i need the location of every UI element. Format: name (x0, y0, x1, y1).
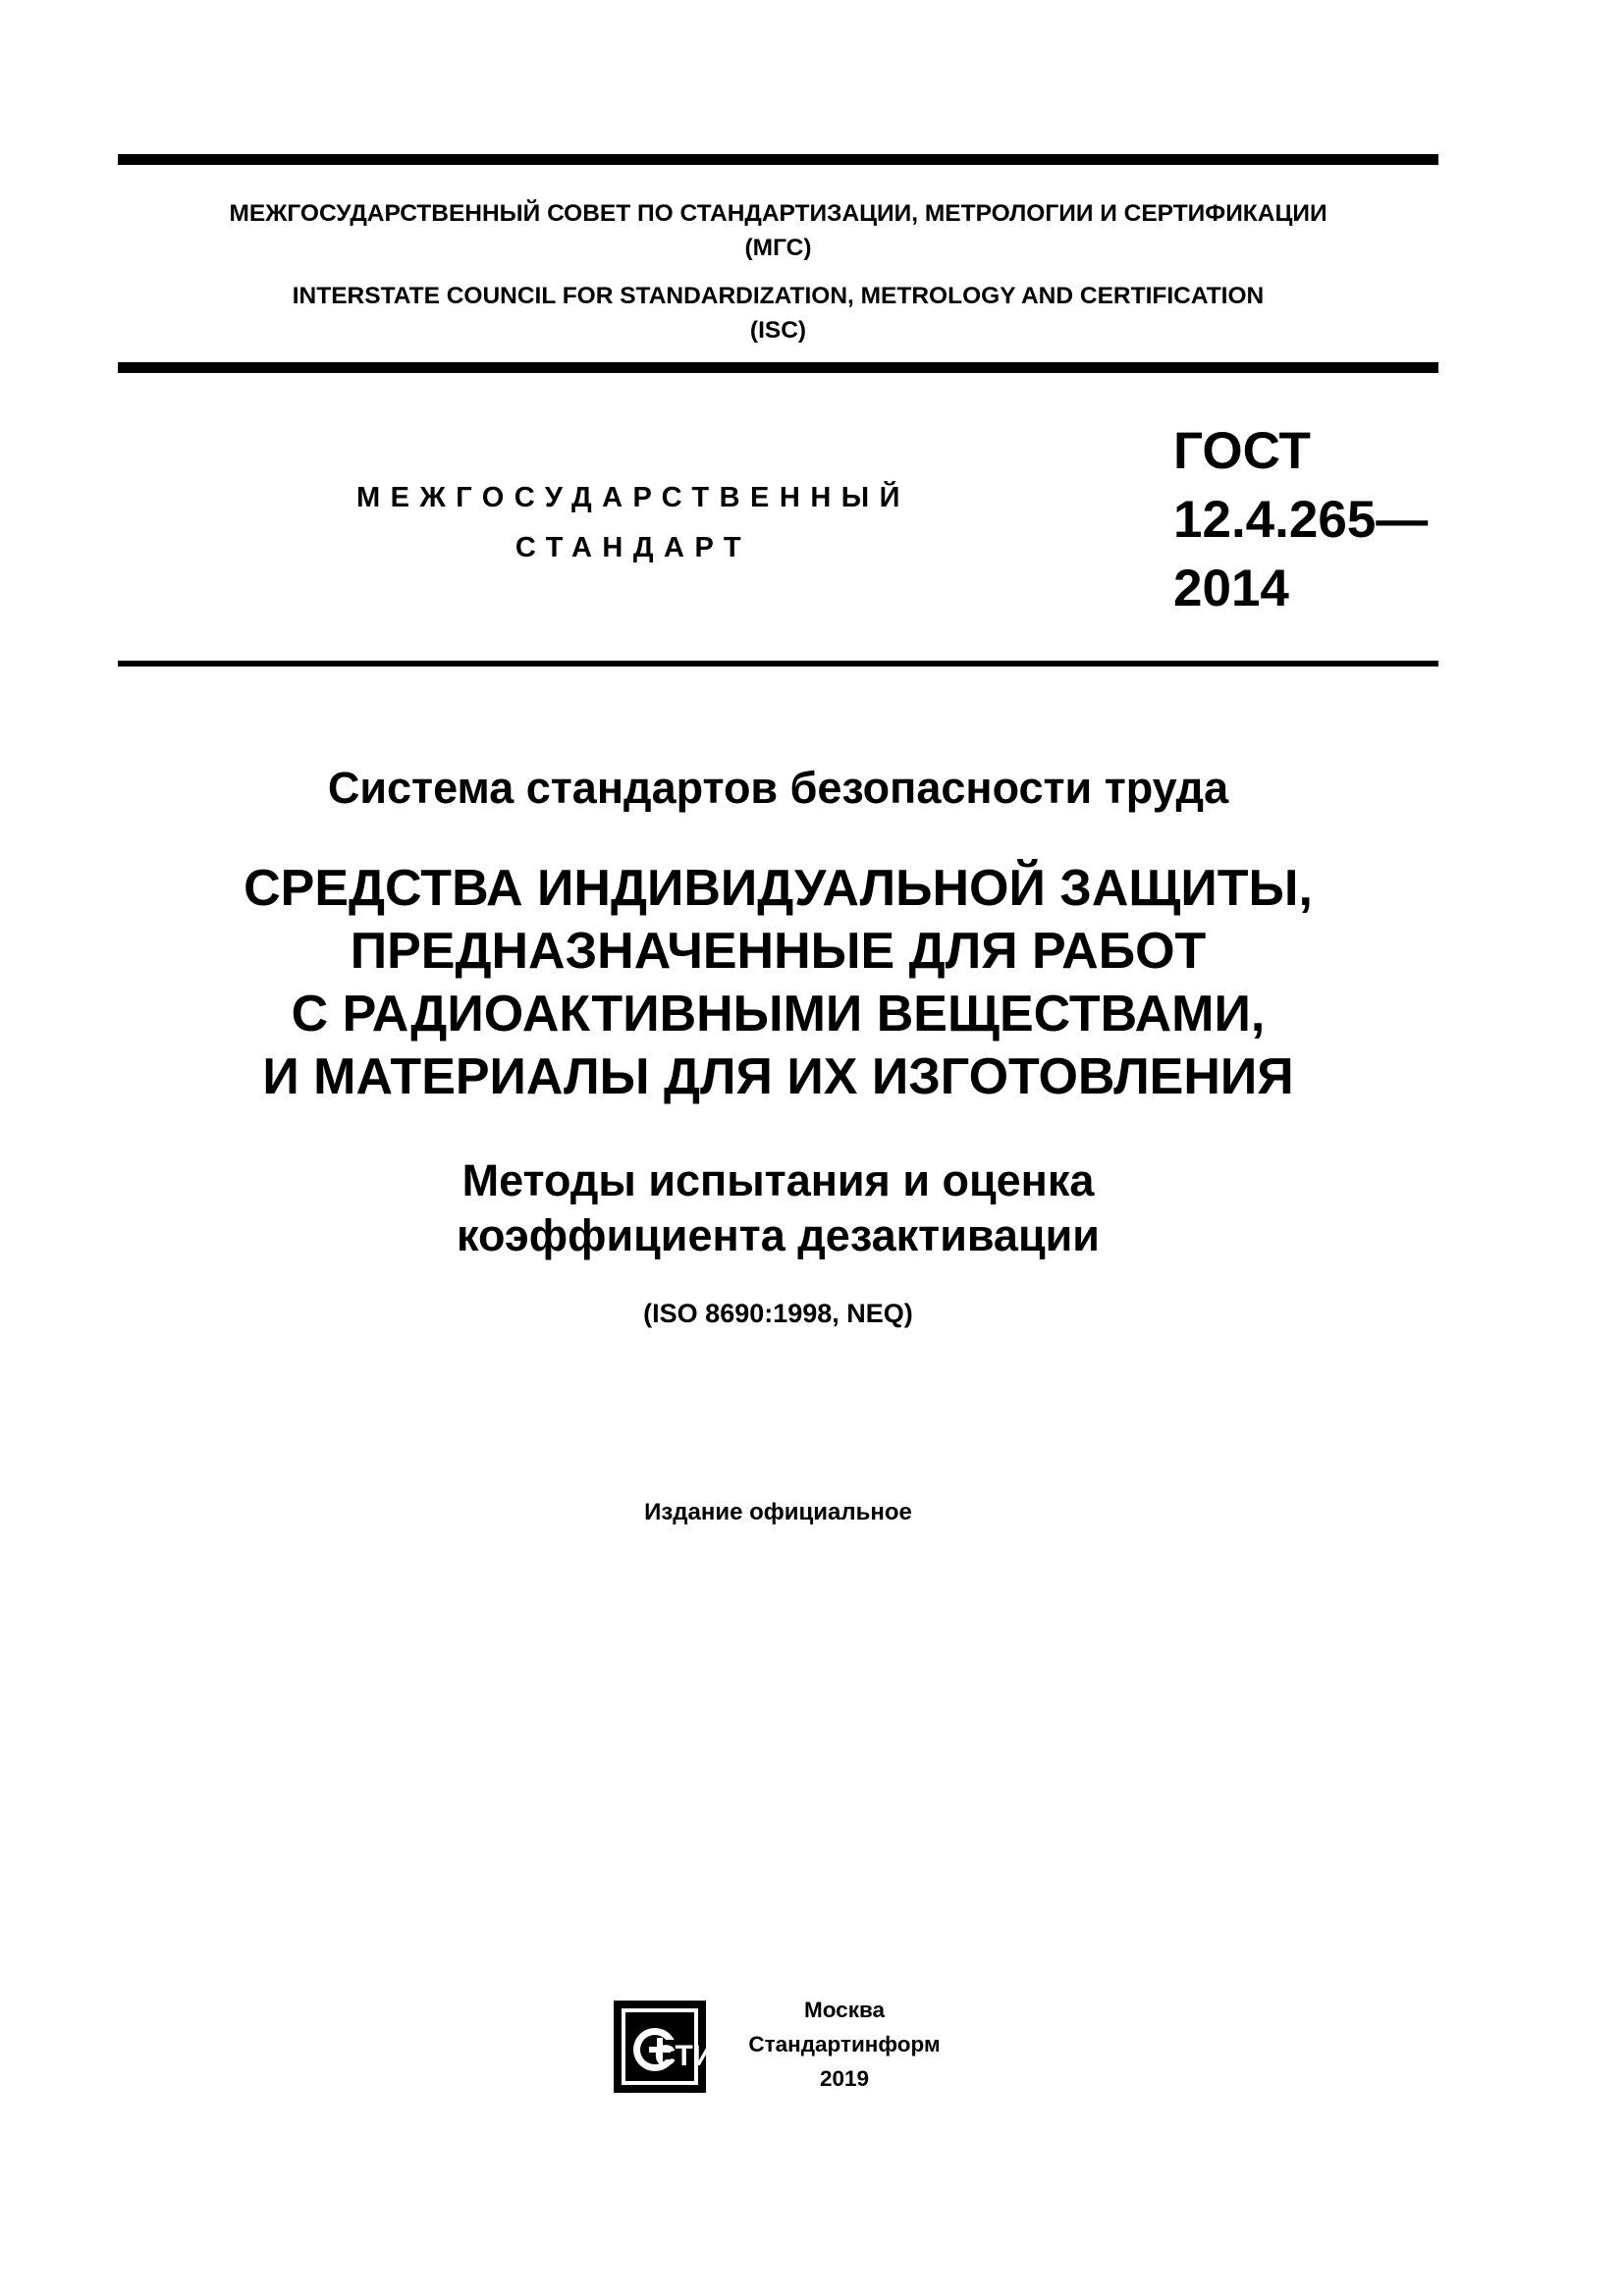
publisher-info (727, 1993, 962, 2096)
designation-line-1: ГОСТ (1173, 422, 1311, 480)
standard-designation (1173, 417, 1468, 623)
publisher-block (614, 1993, 967, 2101)
council-name-ru: МЕЖГОСУДАРСТВЕННЫЙ СОВЕТ ПО СТАНДАРТИЗАЦИИ, МЕТРОЛОГИИ И СЕРТИФИКАЦИИ (229, 200, 1327, 227)
publisher-city: Москва (803, 1998, 885, 2022)
council-abbr-en: (ISC) (749, 317, 807, 344)
subtitle-line-1: Методы испытания и оценка (461, 1155, 1095, 1205)
designation-line-2: 12.4.265— (1173, 491, 1429, 549)
standartinform-logo-icon (614, 2001, 715, 2093)
iso-reference: (ISO 8690:1998, NEQ) (643, 1299, 913, 1328)
standard-kind-line-2: СТАНДАРТ (514, 532, 752, 563)
council-abbr-ru: (МГС) (744, 235, 812, 261)
title-line-4: И МАТЕРИАЛЫ ДЛЯ ИХ ИЗГОТОВЛЕНИЯ (262, 1048, 1294, 1105)
series-title: Система стандартов безопасности труда (327, 763, 1229, 813)
designation-line-3: 2014 (1173, 560, 1289, 617)
standard-kind (275, 473, 992, 573)
title-line-3: С РАДИОАКТИВНЫМИ ВЕЩЕСТВАМИ, (291, 986, 1266, 1042)
logo-lettering: СТИ (654, 2040, 715, 2072)
document-subtitle (118, 1153, 1438, 1263)
publisher-name: Стандартинформ (748, 2032, 941, 2056)
standard-kind-line-1: МЕЖГОСУДАРСТВЕННЫЙ (355, 482, 911, 513)
top-rule (118, 154, 1438, 165)
subtitle-line-2: коэффициента дезактивации (457, 1210, 1100, 1260)
council-header (118, 196, 1438, 347)
title-line-1: СРЕДСТВА ИНДИВИДУАЛЬНОЙ ЗАЩИТЫ, (244, 860, 1313, 917)
edition-note: Издание официальное (644, 1499, 912, 1525)
middle-rule (118, 362, 1438, 373)
title-line-2: ПРЕДНАЗНАЧЕННЫЕ ДЛЯ РАБОТ (350, 923, 1207, 980)
bottom-rule (118, 661, 1438, 667)
document-title (118, 857, 1438, 1108)
council-name-en: INTERSTATE COUNCIL FOR STANDARDIZATION, METROLOGY AND CERTIFICATION (292, 283, 1265, 309)
publication-year: 2019 (819, 2066, 870, 2091)
